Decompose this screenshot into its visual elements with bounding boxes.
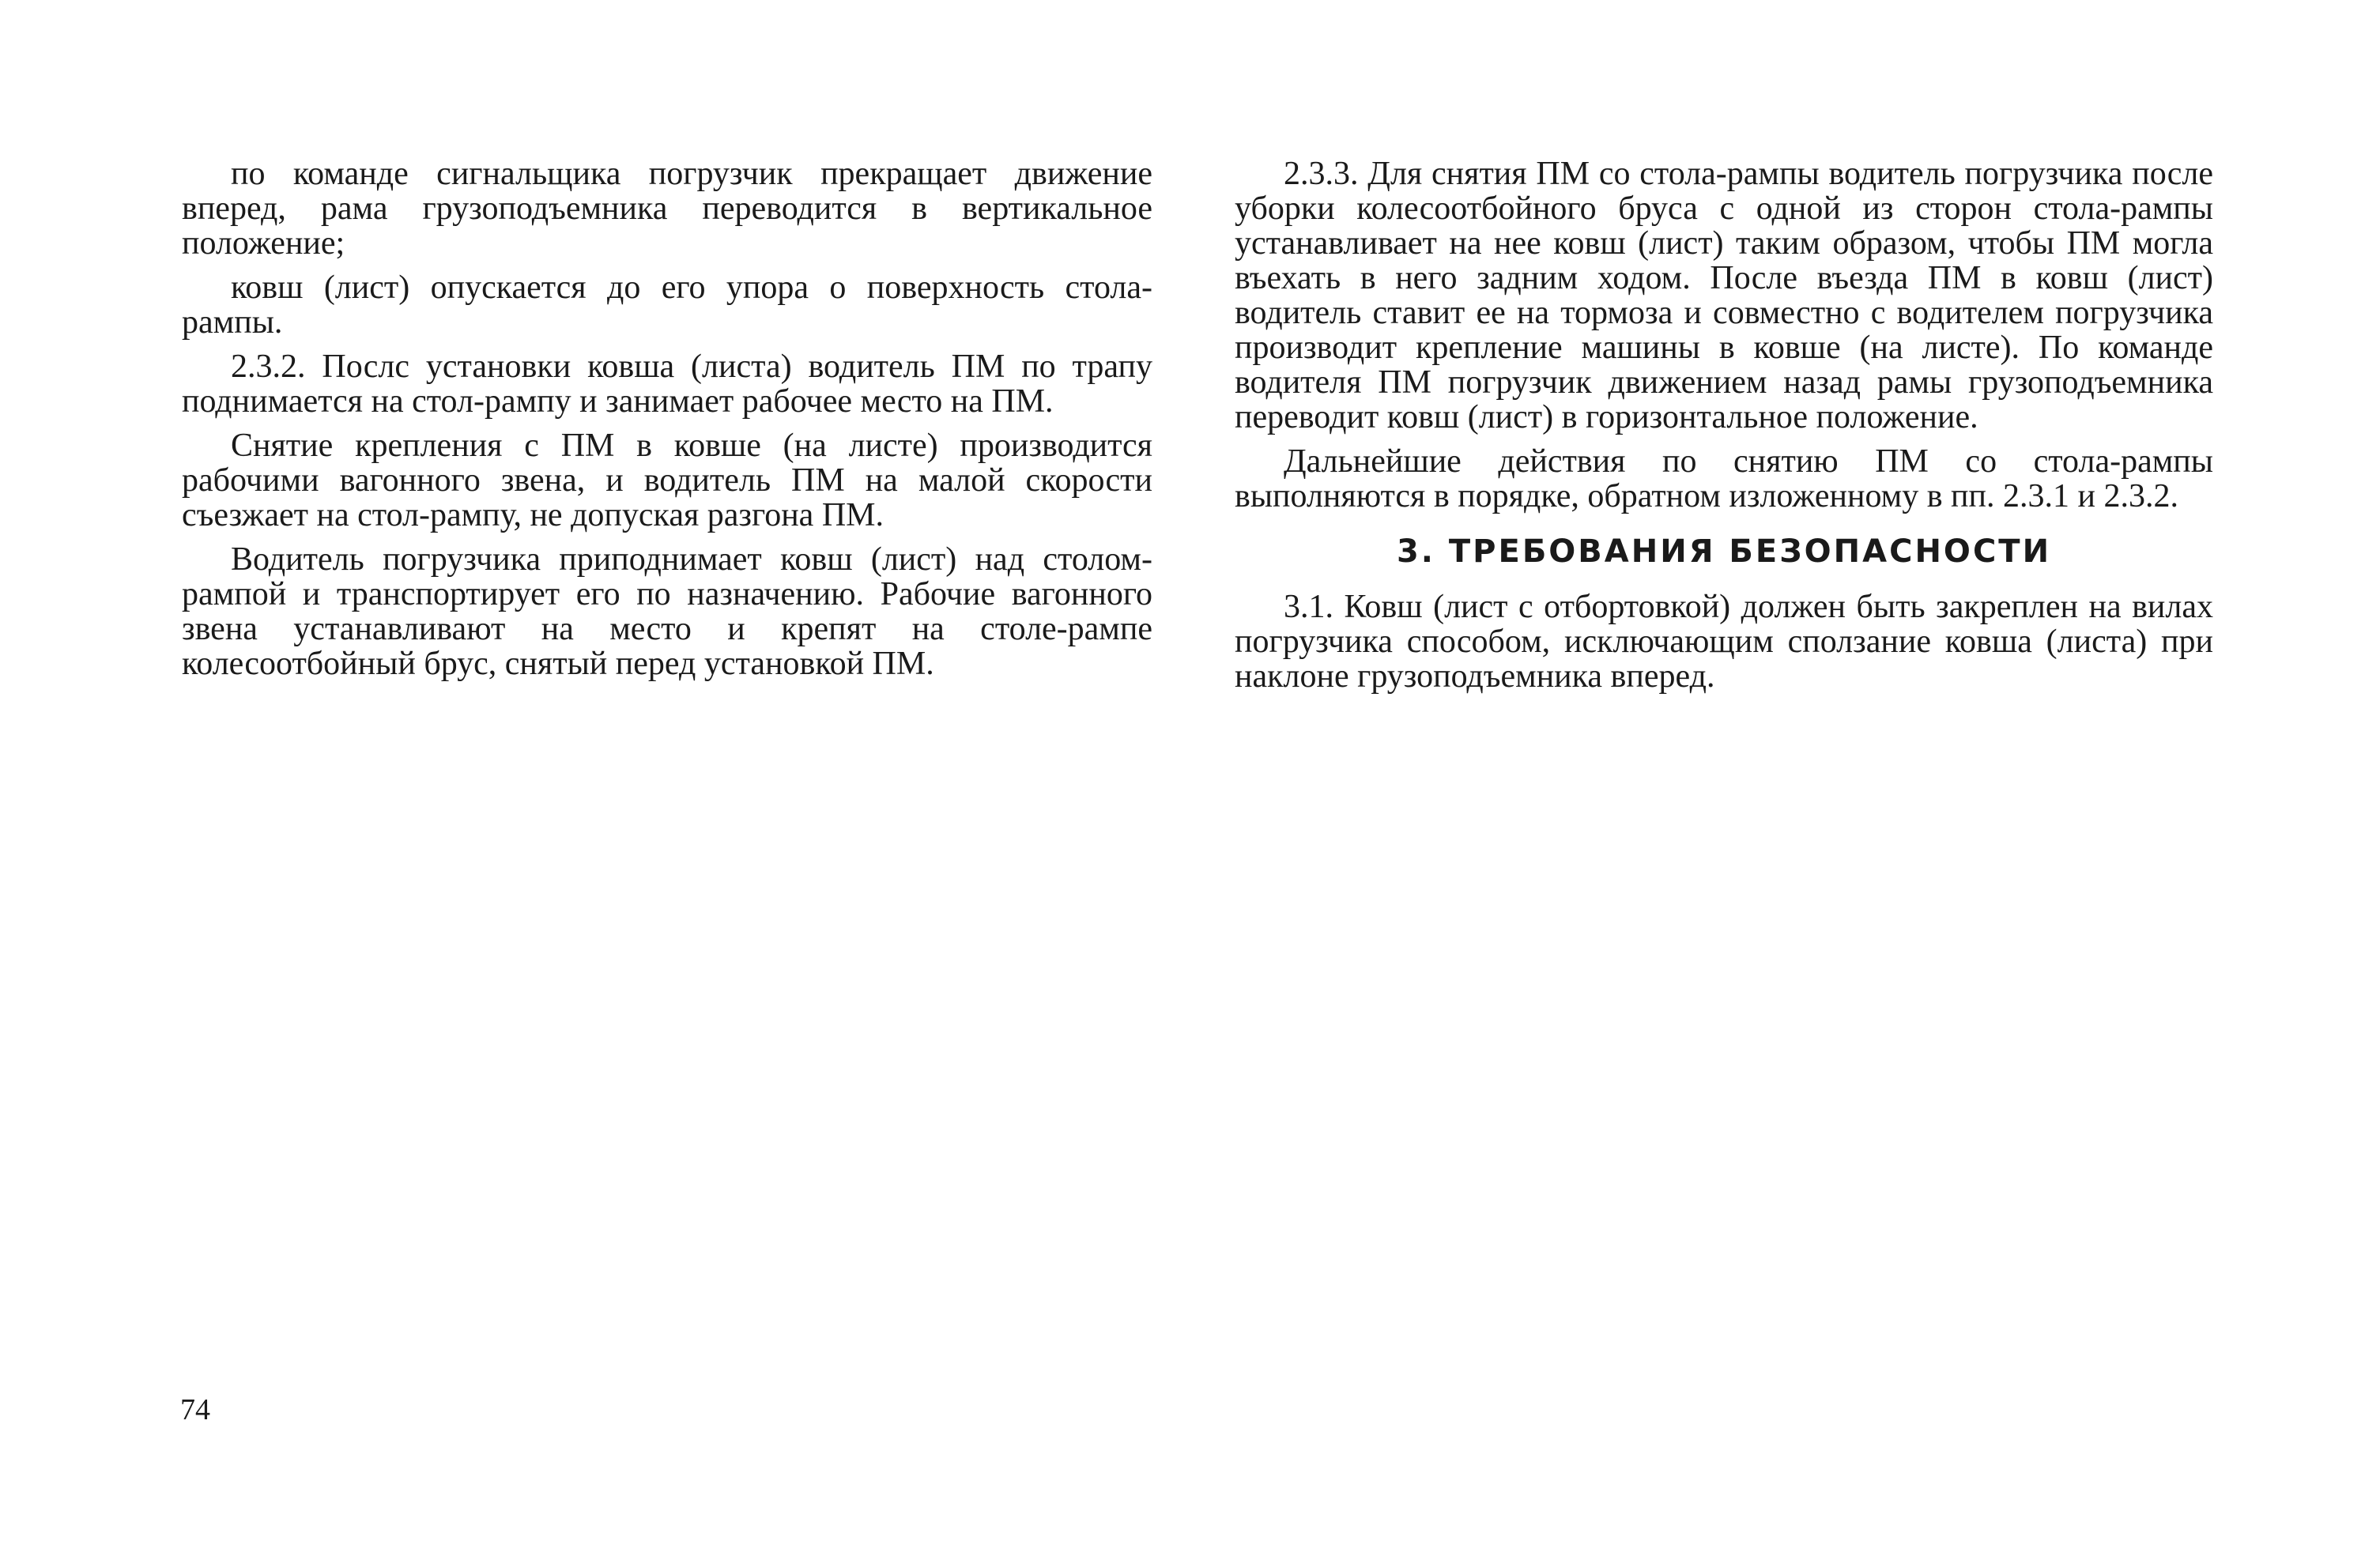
paragraph: ковш (лист) опускается до его упора о поверхность стола-рампы. [182, 269, 1152, 341]
left-text-column [182, 156, 1152, 691]
paragraph: 3.1. Ковш (лист с отбортовкой) должен быть закреплен на вилах погрузчика способом, исключающим сползание ковша (листа) при наклоне грузоподъемника вперед. [1235, 589, 2213, 695]
paragraph: 2.3.3. Для снятия ПМ со стола-рампы водитель погрузчика после уборки колесоотбойного бруса с одной из сторон стола-рампы устанавливает на нее ковш (лист) таким образом, чтобы ПМ могла въехать в него задним ходом. После въезда ПМ в ковш (лист) водитель ставит ее на тормоза и совместно с водителем погрузчика производит крепление машины в ковше (на листе). По команде водителя ПМ погрузчик движением назад рамы грузоподъемника переводит ковш (лист) в горизонтальное положение. [1235, 156, 2213, 435]
paragraph: Снятие крепления с ПМ в ковше (на листе) производится рабочими вагонного звена, и водитель ПМ на малой скорости съезжает на стол-рампу, не допуская разгона ПМ. [182, 428, 1152, 533]
paragraph: по команде сигнальщика погрузчик прекращает движение вперед, рама грузоподъемника переводится в вертикальное положение; [182, 156, 1152, 262]
paragraph: 2.3.2. Послс установки ковша (листа) водитель ПМ по трапу поднимается на стол-рампу и занимает рабочее место на ПМ. [182, 349, 1152, 420]
section-heading: 3. ТРЕБОВАНИЯ БЕЗОПАСНОСТИ [1396, 533, 2052, 570]
right-text-column [1235, 156, 2213, 703]
paragraph: Дальнейшие действия по снятию ПМ со стола-рампы выполняются в порядке, обратном изложенному в пп. 2.3.1 и 2.3.2. [1235, 443, 2213, 514]
page-number: 74 [180, 1393, 210, 1426]
paragraph: Водитель погрузчика приподнимает ковш (лист) над столом-рампой и транспортирует его по назначению. Рабочие вагонного звена устанавливают на место и крепят на столе-рампе колесоотбойный брус, снятый перед установкой ПМ. [182, 541, 1152, 682]
